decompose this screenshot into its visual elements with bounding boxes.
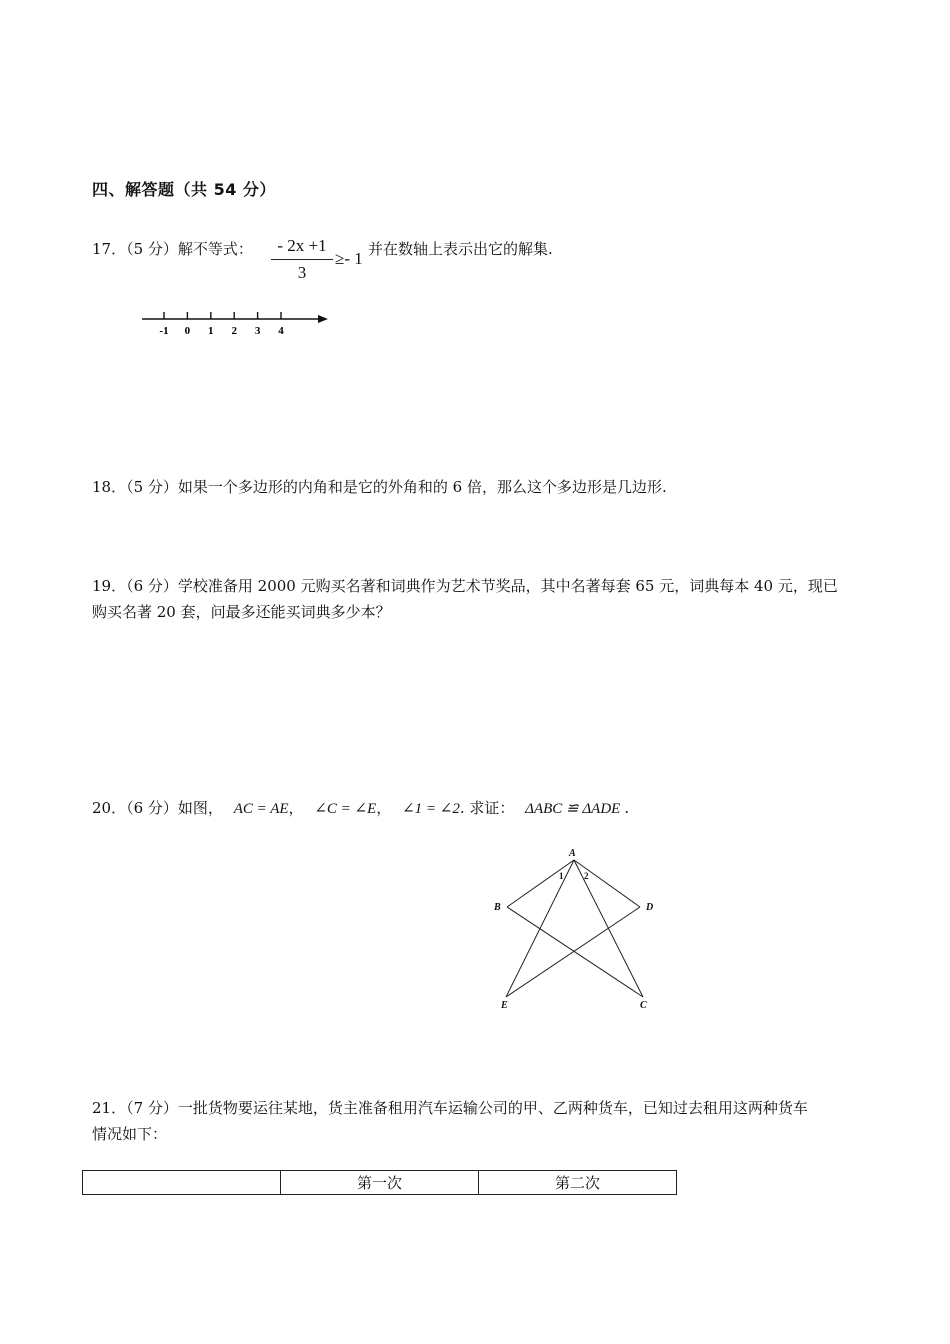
label-B: B bbox=[494, 902, 501, 913]
question-17 bbox=[92, 236, 253, 262]
question-number: 21． bbox=[92, 1099, 127, 1117]
condition-angles: ∠C = ∠E bbox=[314, 801, 377, 817]
prove-conclusion: ΔABC ≌ ΔADE bbox=[525, 801, 621, 817]
condition-angle-1-2: ∠1 = ∠2 bbox=[402, 801, 460, 817]
fraction-numerator: - 2x +1 bbox=[271, 236, 333, 260]
segment-AB bbox=[507, 860, 574, 907]
question-score: （5 分） bbox=[126, 478, 178, 496]
label-C: C bbox=[640, 1000, 647, 1011]
section-title: 四、解答题（共 54 分） bbox=[92, 180, 276, 199]
period: . bbox=[624, 799, 630, 817]
segment-BC bbox=[507, 907, 643, 997]
question-score: （5 分） bbox=[126, 240, 178, 258]
question-number: 20． bbox=[92, 799, 127, 817]
number-line-tick-label: 0 bbox=[184, 325, 191, 337]
segment-AD bbox=[574, 860, 640, 907]
number-line-tick-label: 4 bbox=[278, 325, 284, 337]
question-number: 17． bbox=[92, 240, 127, 258]
label-E: E bbox=[501, 1000, 508, 1011]
number-line-tick-label: 2 bbox=[231, 325, 237, 337]
separator: ， bbox=[288, 799, 304, 817]
separator: ， bbox=[376, 799, 392, 817]
angle-label-1: 1 bbox=[559, 871, 564, 881]
table-header-cell: 第一次 bbox=[281, 1171, 479, 1195]
table-header-cell bbox=[83, 1171, 281, 1195]
question-text: 如果一个多边形的内角和是它的外角和的 6 倍，那么这个多边形是几边形. bbox=[177, 478, 667, 496]
number-line-tick-label: -1 bbox=[159, 325, 169, 337]
label-D: D bbox=[646, 902, 654, 913]
question-score: （6 分） bbox=[126, 577, 178, 595]
number-line-tick-label: 3 bbox=[254, 325, 261, 337]
question-score: （7 分） bbox=[126, 1099, 178, 1117]
question-number: 18． bbox=[92, 478, 127, 496]
question-19 bbox=[92, 573, 838, 625]
fraction-denominator: 3 bbox=[297, 263, 307, 282]
label-A: A bbox=[569, 848, 576, 859]
condition-sides: AC = AE bbox=[233, 801, 289, 817]
question-text-line2: 购买名著 20 套，问最多还能买词典多少本？ bbox=[92, 603, 391, 621]
table-header-cell: 第二次 bbox=[479, 1171, 677, 1195]
table-header-row bbox=[83, 1171, 677, 1195]
question-text-line1: 学校准备用 2000 元购买名著和词典作为艺术节奖品，其中名著每套 65 元，词典每本 40 元，现已 bbox=[177, 577, 838, 595]
truck-rental-table bbox=[82, 1170, 677, 1195]
question-lead: 如图， bbox=[177, 799, 223, 817]
geometry-figure bbox=[480, 840, 670, 1020]
question-17-tail: 并在数轴上表示出它的解集. bbox=[368, 240, 553, 258]
question-lead: 解不等式： bbox=[177, 240, 253, 258]
question-text-line1: 一批货物要运往某地，货主准备租用汽车运输公司的甲、乙两种货车，已知过去租用这两种货车 bbox=[177, 1099, 808, 1117]
angle-label-2: 2 bbox=[584, 871, 589, 881]
question-20 bbox=[92, 795, 629, 822]
inequality-fraction bbox=[271, 236, 333, 283]
question-number: 19． bbox=[92, 577, 127, 595]
question-score: （6 分） bbox=[126, 799, 178, 817]
number-line-arrow bbox=[318, 315, 328, 323]
question-21 bbox=[92, 1095, 808, 1147]
question-text-line2: 情况如下： bbox=[92, 1125, 168, 1143]
number-line-tick-label: 1 bbox=[208, 325, 214, 337]
number-line bbox=[138, 306, 338, 342]
inequality-relation: ≥- 1 bbox=[335, 249, 363, 268]
prove-lead: . 求证： bbox=[459, 799, 515, 817]
question-18 bbox=[92, 474, 667, 500]
